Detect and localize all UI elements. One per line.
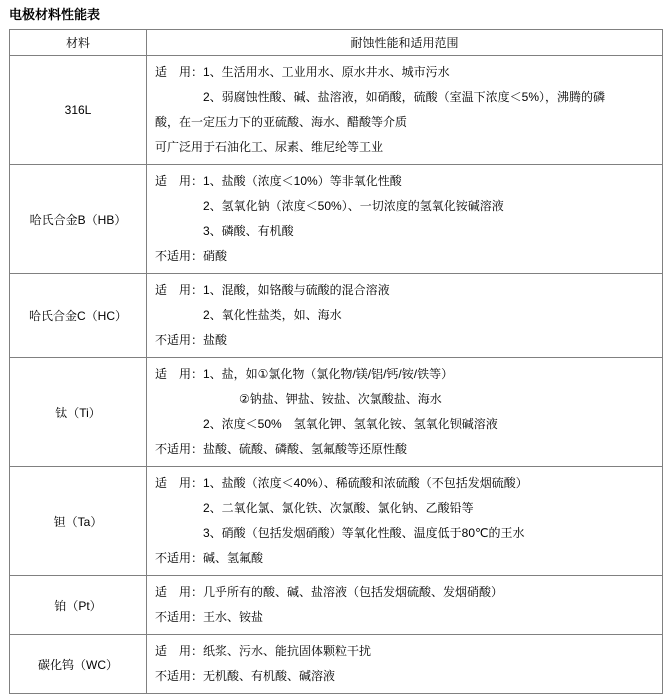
material-cell: 碳化钨（WC） — [10, 635, 147, 694]
performance-line: 适 用：1、盐，如①氯化物（氯化物/镁/铝/钙/铵/铁等） — [155, 367, 454, 381]
table-row — [10, 274, 663, 358]
performance-line: 3、硝酸（包括发烟硝酸）等氧化性酸、温度低于80℃的王水 — [155, 526, 525, 540]
performance-line: 2、氧化性盐类，如、海水 — [155, 308, 342, 322]
performance-line: 2、氢氧化钠（浓度＜50%）、一切浓度的氢氧化铵碱溶液 — [155, 199, 504, 213]
performance-line: 2、弱腐蚀性酸、碱、盐溶液，如硝酸，硫酸（室温下浓度＜5%），沸腾的磷 — [155, 90, 606, 104]
performance-line: 适 用：纸浆、污水、能抗固体颗粒干扰 — [155, 644, 372, 658]
performance-line: 3、磷酸、有机酸 — [155, 224, 294, 238]
performance-line: 酸，在一定压力下的亚硫酸、海水、醋酸等介质 — [155, 115, 408, 129]
material-performance-table — [9, 29, 663, 694]
performance-line: ②钠盐、钾盐、铵盐、次氯酸盐、海水 — [155, 392, 442, 406]
performance-cell — [147, 165, 663, 274]
performance-line: 不适用：碱、氢氟酸 — [155, 551, 264, 565]
page-title: 电极材料性能表 — [9, 7, 101, 22]
material-cell: 钽（Ta） — [10, 467, 147, 576]
performance-cell — [147, 358, 663, 467]
table-row — [10, 635, 663, 694]
performance-line: 不适用：硝酸 — [155, 249, 228, 263]
table-row — [10, 576, 663, 635]
performance-line: 适 用：几乎所有的酸、碱、盐溶液（包括发烟硫酸、发烟硝酸） — [155, 585, 504, 599]
performance-line: 适 用：1、盐酸（浓度＜40%）、稀硫酸和浓硫酸（不包括发烟硫酸） — [155, 476, 528, 490]
performance-line: 不适用：无机酸、有机酸、碱溶液 — [155, 669, 336, 683]
table-row — [10, 165, 663, 274]
table-row — [10, 56, 663, 165]
performance-line: 不适用：王水、铵盐 — [155, 610, 264, 624]
header-cell-material: 材料 — [10, 30, 147, 56]
header-cell-performance: 耐蚀性能和适用范围 — [147, 30, 663, 56]
material-cell: 哈氏合金B（HB） — [10, 165, 147, 274]
performance-cell — [147, 576, 663, 635]
performance-line: 可广泛用于石油化工、尿素、维尼纶等工业 — [155, 140, 384, 154]
performance-line: 2、浓度＜50% 氢氧化钾、氢氧化铵、氢氧化钡碱溶液 — [155, 417, 498, 431]
performance-line: 不适用：盐酸 — [155, 333, 228, 347]
material-cell: 钛（Ti） — [10, 358, 147, 467]
performance-cell — [147, 635, 663, 694]
performance-line: 适 用：1、盐酸（浓度＜10%）等非氧化性酸 — [155, 174, 402, 188]
material-cell: 铂（Pt） — [10, 576, 147, 635]
performance-line: 适 用：1、混酸，如铬酸与硫酸的混合溶液 — [155, 283, 390, 297]
table-header-row — [10, 30, 663, 56]
performance-line: 适 用：1、生活用水、工业用水、原水井水、城市污水 — [155, 65, 450, 79]
performance-line: 不适用：盐酸、硫酸、磷酸、氢氟酸等还原性酸 — [155, 442, 408, 456]
performance-cell — [147, 56, 663, 165]
table-row — [10, 358, 663, 467]
performance-line: 2、二氧化氯、氯化铁、次氯酸、氯化钠、乙酸铅等 — [155, 501, 474, 515]
material-cell: 316L — [10, 56, 147, 165]
table-body — [10, 56, 663, 694]
performance-cell — [147, 467, 663, 576]
performance-cell — [147, 274, 663, 358]
material-cell: 哈氏合金C（HC） — [10, 274, 147, 358]
table-row — [10, 467, 663, 576]
